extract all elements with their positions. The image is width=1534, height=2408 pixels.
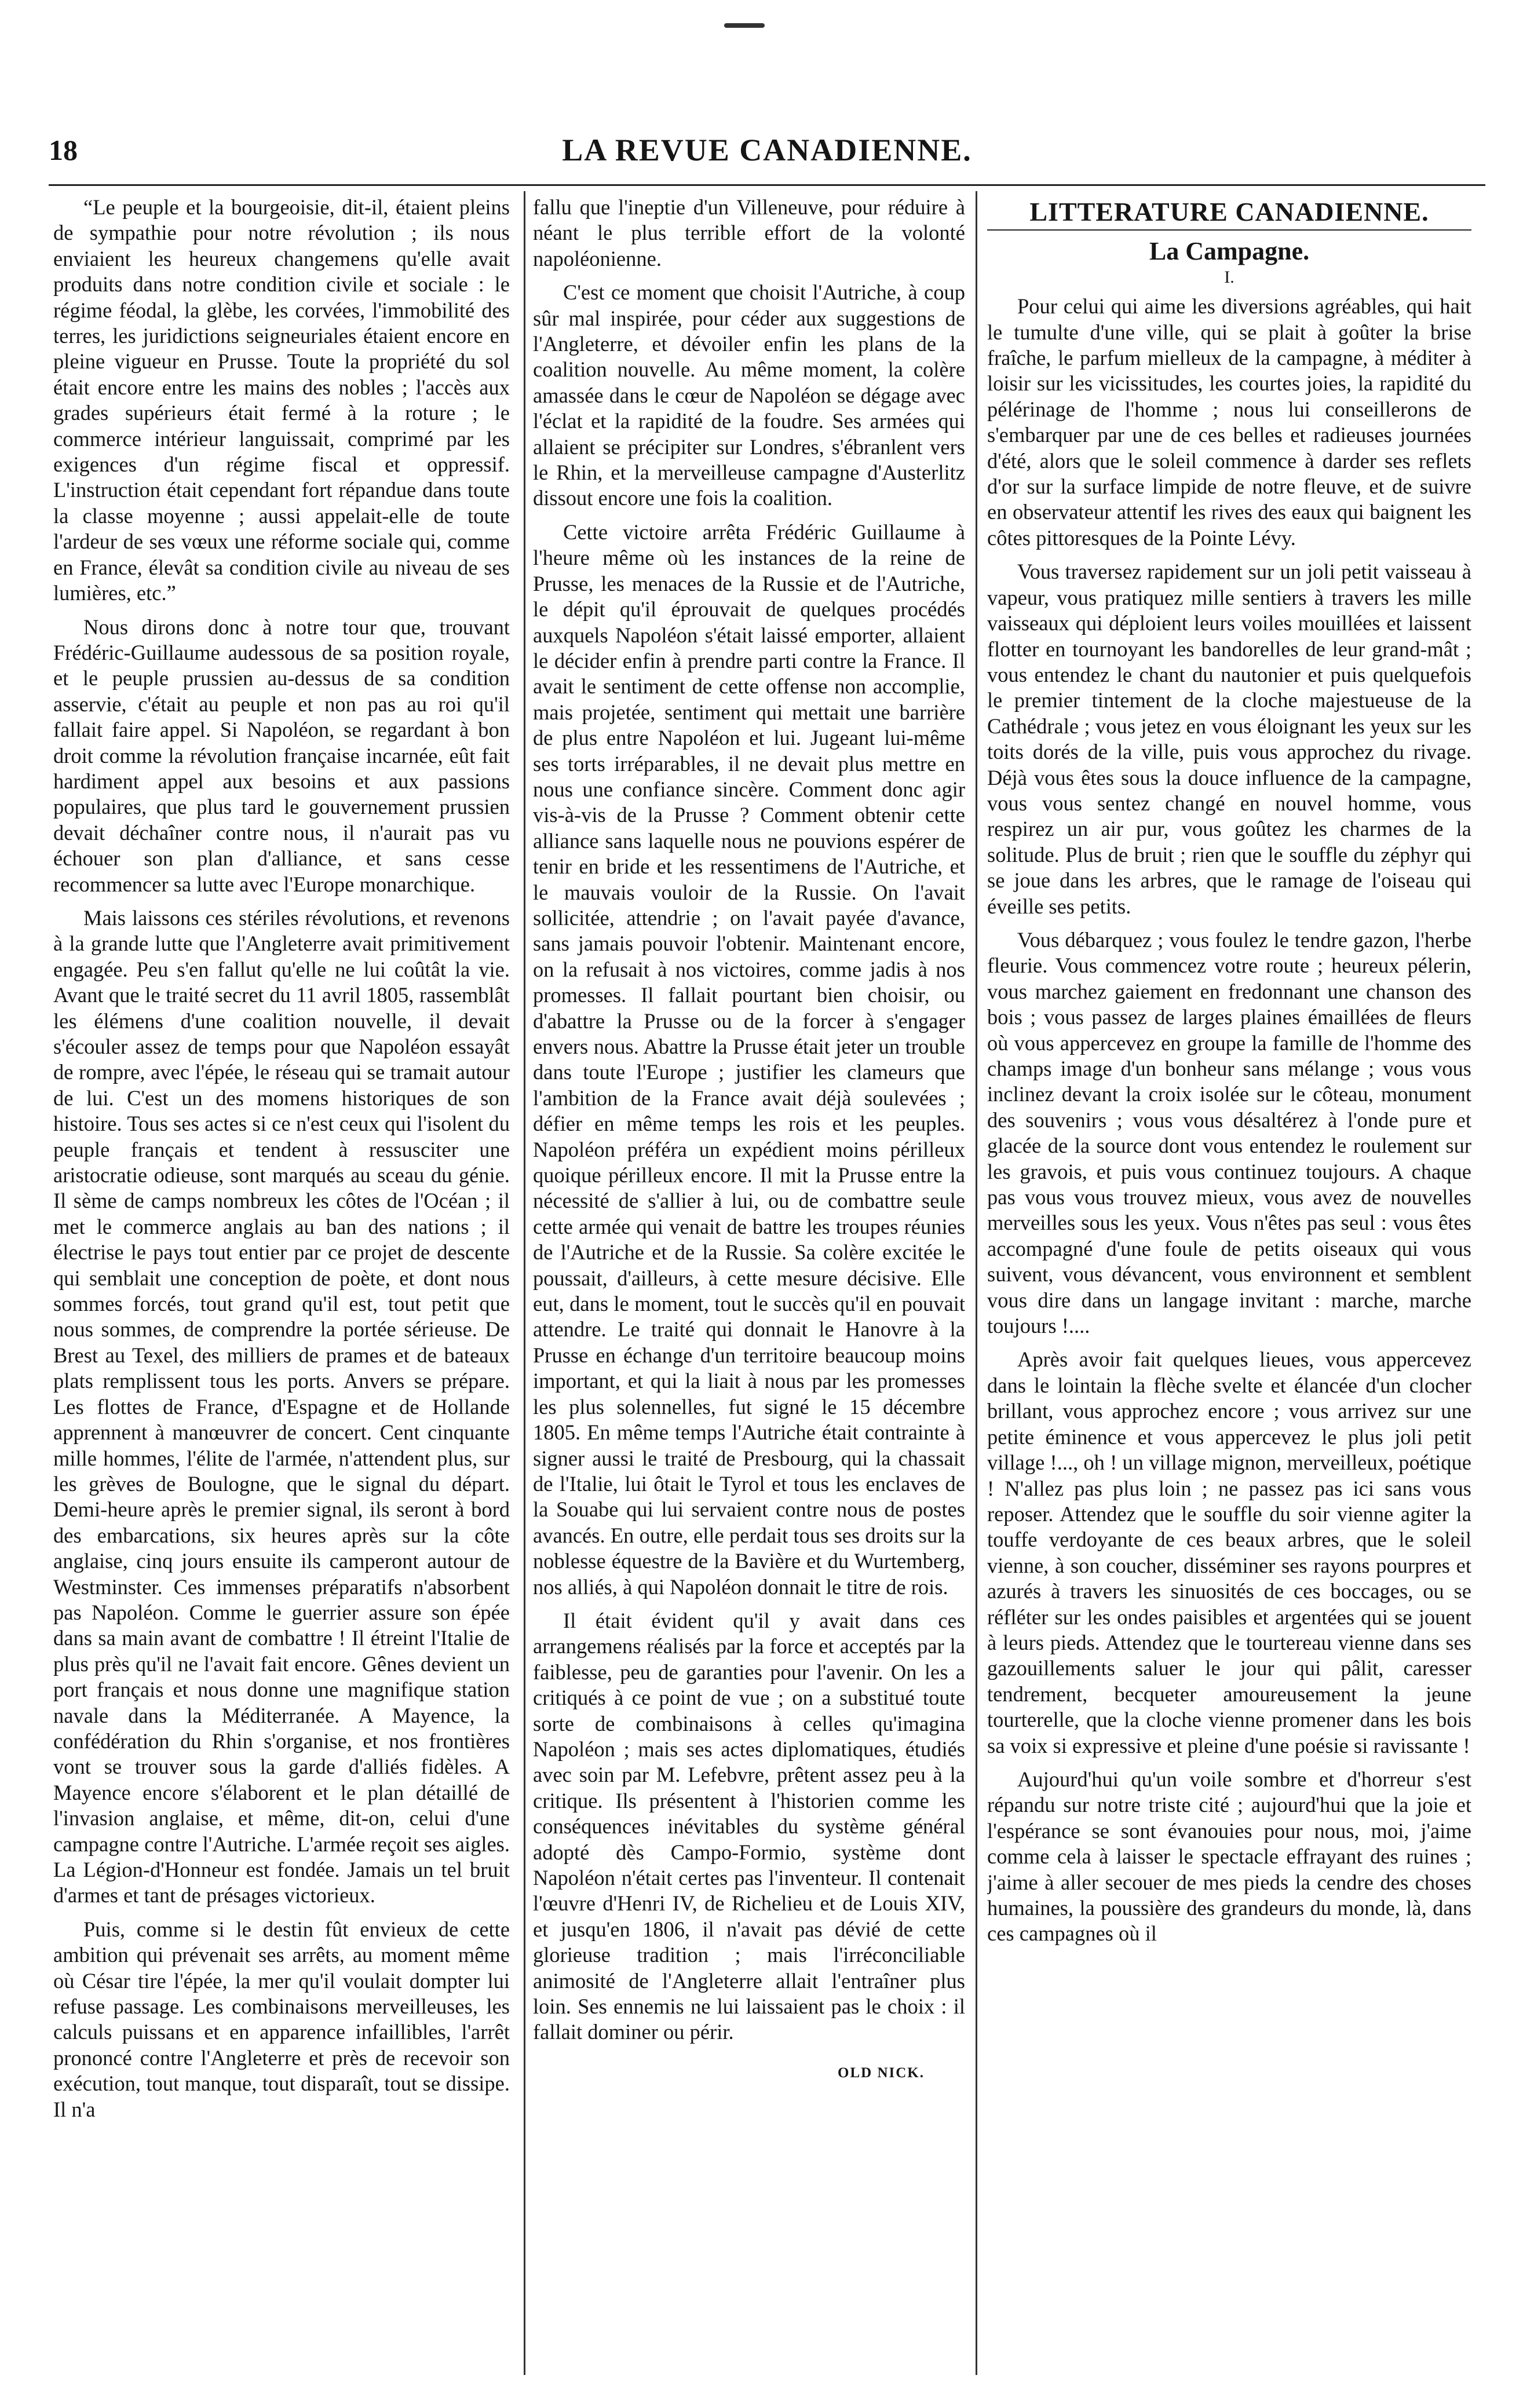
paragraph: “Le peuple et la bourgeoisie, dit-il, étaient pleins de sympathie pour notre révolution ; ils nous enviaient les heureux changemens qu'elle avait produits dans notre condition civile et sociale : le régime féodal, la glèbe, les corvées, l'immobilité des terres, les juridictions seigneuriales étaient encore en pleine vigueur en Prusse. Toute la propriété du sol était encore entre les mains des nobles ; l'accès aux grades supérieurs était fermé à la roture ; le commerce intérieur languissait, comprimé par les exigences d'un régime fiscal et oppressif. L'instruction était cependant fort répandue dans toute la classe moyenne ; aussi appelait-elle de toute l'ardeur de ses vœux une réforme sociale qui, comme en France, élevât sa condition civile au niveau de ses lumières, etc.” [53,195,510,605]
column-middle [533,195,965,2373]
paragraph: Après avoir fait quelques lieues, vous appercevez dans le lointain la flèche svelte et élancée d'un clocher brillant, vous approchez encore ; vous arrivez sur une petite éminence et vous appercevez le plus joli petit village !..., oh ! un village mignon, merveilleux, poétique ! N'allez pas plus loin ; ne passez pas ici sans vous reposer. Attendez que le souffle du soir vienne agiter la touffe verdoyante de ces beaux arbres, que le soleil vienne, à son coucher, disséminer ses rayons pourpres et azurés à travers les sinuosités de ces boccages, ou se réfléter sur les ondes paisibles et argentées qui se jouent à leurs pieds. Attendez que le tourtereau vienne dans ses gazouillements saluer le jour qui pâlit, caresser tendrement, becqueter amoureusement la jeune tourterelle, que la cloche vienne promener dans les bois sa voix si expressive et pleine d'une poésie si ravissante ! [987,1347,1471,1757]
paragraph: Vous traversez rapidement sur un joli petit vaisseau à vapeur, vous pratiquez mille sentiers à travers les mille vaisseaux qui déploient leurs voiles mouillées et laissent flotter en tournoyant les bandorelles de leur grand-mât ; vous entendez le chant du nautonier et puis quelquefois le premier tintement de la cloche majestueuse de la Cathédrale ; vous jetez en vous éloignant les yeux sur les toits dorés de la ville, puis vous approchez du rivage. Déjà vous êtes sous la douce influence de la campagne, vous vous sentez changé en nouvel homme, vous respirez un air pur, vous goûtez les charmes de la solitude. Plus de bruit ; rien que le souffle du zéphyr qui se joue dans les arbres, que le ramage de l'oiseau qui éveille ses petits. [987,560,1471,918]
author-signature: OLD NICK. [838,2064,925,2081]
article-number: I. [1224,267,1234,287]
section-title: LITTERATURE CANADIENNE. [1029,197,1429,226]
section-rule [987,229,1471,231]
paragraph: Nous dirons donc à notre tour que, trouvant Frédéric-Guillaume audessous de sa position royale, et le peuple prussien au-dessus de sa condition asservie, c'était au peuple et non pas au roi qu'il fallait faire appel. Si Napoléon, se regardant à bon droit comme la révolution française incarnée, eût fait hardiment appel aux besoins et aux passions populaires, que plus tard le gouvernement prussien devait déchaîner contre nous, il n'aurait pas vu échouer son plan d'alliance, et sans cesse recommencer sa lutte avec l'Europe monarchique. [53,615,510,896]
paragraph: Mais laissons ces stériles révolutions, et revenons à la grande lutte que l'Angleterre avait primitivement engagée. Peu s'en fallut qu'elle ne lui coûtât la vie. Avant que le traité secret du 11 avril 1805, rassemblât les élémens d'une coalition nouvelle, il devait s'écouler assez de temps pour que Napoléon essayât de rompre, avec l'épée, le réseau qui se tramait autour de lui. C'est un des momens historiques de son histoire. Tous ses actes si ce n'est ceux qui l'isolent du peuple français et tendent à ressusciter une aristocratie odieuse, sont marqués au sceau du génie. Il sème de camps nombreux les côtes de l'Océan ; il met le commerce anglais au ban des nations ; il électrise le pays tout entier par ce projet de descente qui semblait une conception de poète, et dont nous sommes forcés, tout grand qu'il est, tout petit que nous sommes, de comprendre la portée sérieuse. De Brest au Texel, des milliers de prames et de bateaux plats remplissent tous les ports. Anvers se prépare. Les flottes de France, d'Espagne et de Hollande apprennent à manœuvrer de concert. Cent cinquante mille hommes, l'élite de l'armée, n'attendent plus, sur les grèves de Boulogne, que le signal du départ. Demi-heure après le premier signal, ils seront à bord des embarcations, six heures après sur la côte anglaise, cinq jours ensuite ils camperont autour de Westminster. Ces immenses préparatifs n'absorbent pas Napoléon. Comme le guerrier assure son épée dans sa main avant de combattre ! Il étreint l'Italie de plus près qu'il ne l'avait fait encore. Gênes devient un port français et nous donne une magnifique station navale dans la Méditerranée. A Mayence, la confédération du Rhin s'organise, et nos frontières vont se trouver sous la garde d'alliés fidèles. A Mayence encore s'élaborent et le plan détaillé de l'invasion anglaise, et même, dit-on, celui d'une campagne contre l'Autriche. L'armée reçoit ses aigles. La Légion-d'Honneur est fondée. Jamais un tel bruit d'armes et tant de présages victorieux. [53,905,510,1908]
journal-title: LA REVUE CANADIENNE. [562,133,972,167]
paragraph: Vous débarquez ; vous foulez le tendre gazon, l'herbe fleurie. Vous commencez votre route ; heureux pélerin, vous marchez gaiement en fredonnant une chanson des bois ; vous passez de larges plaines émaillées de fleurs où vous appercevez en groupe la famille de l'homme des champs image d'un bonheur sans mélange ; vous vous inclinez devant la croix isolée sur le côteau, monument des souvenirs ; vous vous désaltérez à l'onde pure et glacée de la source dont vous entendez le roulement sur les gravois, et puis vous continuez toujours. A chaque pas vous vous trouvez mieux, vous avez de nouvelles merveilles sous les yeux. Vous n'êtes pas seul : vous êtes accompagné d'une foule de petits oiseaux qui vous suivent, vous dévancent, vous environnent et semblent vous dire dans un langage invitant : marche, marche toujours !.... [987,927,1471,1338]
paragraph: fallu que l'ineptie d'un Villeneuve, pour réduire à néant le plus terrible effort de la volonté napoléonienne. [533,195,965,271]
paragraph: C'est ce moment que choisit l'Autriche, à coup sûr mal inspirée, pour céder aux suggestions de l'Angleterre, et dévoiler enfin les plans de la coalition nouvelle. Au même moment, la colère amassée dans le cœur de Napoléon se dégage avec l'éclat et la rapidité de la foudre. Ses armées qui allaient se précipiter sur Londres, s'ébranlent vers le Rhin, et la merveilleuse campagne d'Austerlitz dissout encore une fois la coalition. [533,280,965,510]
header-rule [49,184,1485,186]
article-title: La Campagne. [1149,237,1310,266]
paragraph: Pour celui qui aime les diversions agréables, qui hait le tumulte d'une ville, qui se plait à goûter la brise fraîche, le parfum mielleux de la campagne, à méditer à loisir sur les vicissitudes, les courtes joies, la rapidité du pélérinage de l'homme ; nous lui conseillerons de s'embarquer par une de ces belles et radieuses journées d'été, alors que le soleil commence à darder ses reflets d'or sur la surface limpide de notre fleuve, et de suivre en observateur attentif les rives des eaux qui baignent les côtes pittoresques de la Pointe Lévy. [987,294,1471,550]
printer-ornament [724,23,765,28]
paragraph: Aujourd'hui qu'un voile sombre et d'horreur s'est répandu sur notre triste cité ; aujourd'hui que la joie et l'espérance se sont évanouies pour nous, moi, j'aime comme cela à laisser le spectacle effrayant des ruines ; j'aime à aller secouer de mes pieds la cendre des choses humaines, la poussière des grandeurs du monde, là, dans ces campagnes où il [987,1767,1471,1946]
column-rule-right [976,191,977,2375]
paragraph: Il était évident qu'il y avait dans ces arrangemens réalisés par la force et acceptés par la faiblesse, peu de garanties pour l'avenir. On les a critiqués à ce point de vue ; on a substitué toute sorte de combinaisons à celles qu'imagina Napoléon ; mais ses actes diplomatiques, étudiés avec soin par M. Lefebvre, prêtent assez peu à la critique. Ils présentent à l'historien comme les conséquences inévitables du système général adopté dès Campo-Formio, système dont Napoléon n'était certes pas l'inventeur. Il contenait l'œuvre d'Henri IV, de Richelieu et de Louis XIV, et jusqu'en 1806, il n'avait pas dévié de cette glorieuse tradition ; mais l'irréconciliable animosité de l'Angleterre allait l'entraîner plus loin. Ses ennemis ne lui laissaient pas le choix : il fallait dominer ou périr. [533,1608,965,2044]
column-rule-left [524,191,525,2375]
column-right [987,195,1471,2373]
paragraph: Cette victoire arrêta Frédéric Guillaume à l'heure même où les instances de la reine de Prusse, les menaces de la Russie et de l'Autriche, le dépit qu'il éprouvait de quelques procédés auxquels Napoléon s'était laissé emporter, allaient le décider enfin à prendre parti contre la France. Il avait le sentiment de cette offense non accomplie, mais projetée, sentiment qui mettait une barrière de plus entre Napoléon et lui. Jugeant lui-même ses torts irréparables, il ne devait plus mettre en nous une confiance sincère. Comment donc agir vis-à-vis de la Prusse ? Comment obtenir cette alliance sans laquelle nous ne pouvions espérer de tenir en bride et les ressentimens de l'Autriche, et le mauvais vouloir de la Russie. On l'avait sollicitée, attendrie ; on l'avait payée d'avance, sans jamais pouvoir l'obtenir. Maintenant encore, on la refusait à nos victoires, comme jadis à nos promesses. Il fallait pourtant bien choisir, ou d'abattre la Prusse ou de la forcer à s'engager envers nous. Abattre la Prusse était jeter un trouble dans toute l'Europe ; justifier les clameurs que l'ambition de la France avait déjà soulevées ; défier en même temps les rois et les peuples. Napoléon préféra un expédient moins périlleux quoique périlleux encore. Il mit la Prusse entre la nécessité de s'allier à lui, ou de combattre seule cette armée qui venait de battre les troupes réunies de l'Autriche et de la Russie. Sa colère excitée le poussait, d'ailleurs, à cette mesure décisive. Elle eut, dans le moment, tout le succès qu'il en pouvait attendre. Le traité qui donnait le Hanovre à la Prusse en échange d'un territoire beaucoup moins important, et qui la liait à nous par les promesses les plus solennelles, fut signé le 15 décembre 1805. En même temps l'Autriche était contrainte à signer aussi le traité de Presbourg, qui la chassait de l'Italie, lui ôtait le Tyrol et tous les enclaves de la Souabe qui lui servaient contre nous de postes avancés. En outre, elle perdait tous ses droits sur la noblesse équestre de la Bavière et du Wurtemberg, nos alliés, à qui Napoléon donnait le titre de rois. [533,520,965,1599]
page-number: 18 [49,134,78,166]
paragraph: Puis, comme si le destin fût envieux de cette ambition qui prévenait ses arrêts, au moment même où César tire l'épée, la mer qu'il voulait dompter lui refuse passage. Les combinaisons merveilleuses, les calculs puissans et en apparence infaillibles, l'arrêt prononcé contre l'Angleterre et près de recevoir son exécution, tout manque, tout disparaît, tout se dissipe. Il n'a [53,1917,510,2121]
column-left [53,195,510,2373]
